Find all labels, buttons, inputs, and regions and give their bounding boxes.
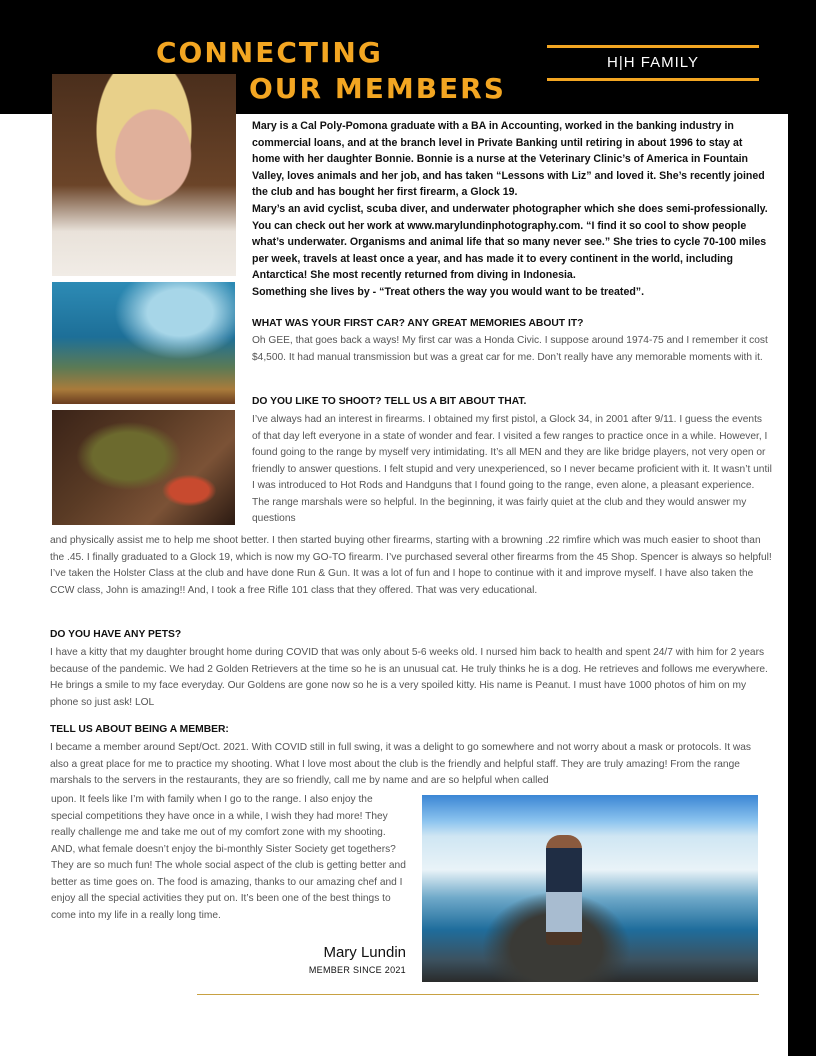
right-edge-band xyxy=(788,0,816,1056)
member-intro xyxy=(252,118,772,301)
member-name-signature: Mary Lundin xyxy=(323,944,406,961)
member-figure xyxy=(546,835,582,945)
underwater-eel-photo xyxy=(52,410,235,525)
answer-text: I have a kitty that my daughter brought home during COVID that was only about 5-6 weeks old. I nursed him back to health and spent 24/7 with him for 2 years because of the pandemic. We had 2 Golden Retrievers at the time so he is an unusual cat. He truly thinks he is a dog. He retrieves and follows me everywhere. He brings a smile to my face everyday. Our Goldens are gone now so he is a very spoiled kitty. His name is Peanut. I must have 1000 photos of him on my phone so just ask! LOL xyxy=(50,647,768,708)
section-label: H|H FAMILY xyxy=(607,54,699,71)
page-title-line-2: OUR MEMBERS xyxy=(249,72,506,105)
footer-divider xyxy=(197,994,759,995)
answer-text: I became a member around Sept/Oct. 2021. With COVID still in full swing, it was a delight to go somewhere and not worry about a mask or protocols. It was also a great place for me to practice my shooting. What I love most about the club is the friendly and helpful staff. They are truly amazing! From the range marshals to the servers in the restaurants, they are so friendly, call me by name and are so helpful when called xyxy=(50,742,751,786)
page-title-line-1: CONNECTING xyxy=(156,36,383,69)
member-portrait-photo xyxy=(52,74,236,276)
underwater-reef-photo xyxy=(52,282,235,404)
question-heading: TELL US ABOUT BEING A MEMBER: xyxy=(50,724,229,735)
answer-text-continued: upon. It feels like I’m with family when I go to the range. I also enjoy the special competitions they have once in a while, I wish they had more! They really challenge me and take me out of my comfort zone with my shooting. AND, what female doesn’t enjoy the bi-monthly Sister Society get togethers? They are so much fun! The whole social aspect of the club is getting better and better as time goes on. The food is amazing, thanks to our amazing chef and I enjoy all the special activities they put on. It’s been one of the best things to come into my life in a really long time. xyxy=(51,794,406,921)
member-since: MEMBER SINCE 2021 xyxy=(308,965,406,975)
answer-text: Oh GEE, that goes back a ways! My first car was a Honda Civic. I suppose around 1974-75 and I remember it cost $4,500. It had manual transmission but was a great car for me. Don’t really have any memorable moments with it. xyxy=(252,335,768,363)
intro-paragraph-1: Mary is a Cal Poly-Pomona graduate with a BA in Accounting, worked in the banking industry in commercial loans, and at the branch level in Private Banking until retiring in about 1996 to stay at home with her daughter Bonnie. Bonnie is a nurse at the Veterinary Clinic’s of America in Fountain Valley, loves animals and her job, and has taken “Lessons with Liz” and loved it. She’s recently joined the club and has bought her first firearm, a Glock 19. xyxy=(252,120,765,199)
intro-paragraph-3: Something she lives by - “Treat others the way you would want to be treated”. xyxy=(252,285,645,298)
question-heading: WHAT WAS YOUR FIRST CAR? ANY GREAT MEMORIES ABOUT IT? xyxy=(252,318,584,329)
question-heading: DO YOU HAVE ANY PETS? xyxy=(50,629,182,640)
answer-text: I’ve always had an interest in firearms. I obtained my first pistol, a Glock 34, in 2001 after 9/11. I guess the events of that day left everyone in a state of wonder and fear. I visited a few ranges to practice once in a while. However, I found going to the range by myself very intimidating. It’s all MEN and they are like bridge players, not very open or friendly to answer questions. I felt stupid and very unexperienced, so I never became proficient with it. It wasn’t until I was introduced to Hot Rods and Handguns that I found going to the range, even alone, a pleasant experience. The range marshals were so helpful. In the beginning, it was fairly quiet at the club and they would answer my questions xyxy=(252,414,772,524)
waterfall-photo xyxy=(422,795,758,982)
answer-text-continued: and physically assist me to help me shoot better. I then started buying other firearms, starting with a browning .22 rimfire which was much easier to shoot than the .45. I finally graduated to a Glock 19, which is now my GO-TO firearm. I’ve purchased several other firearms from the 45 Shop. Spencer is always so helpful! I’ve taken the Holster Class at the club and have done Run & Gun. It was a lot of fun and I hope to continue with it and improve myself. I have also taken the CCW class, John is amazing!! And, I took a free Rifle 101 class that they offered. That was very educational. xyxy=(50,535,772,596)
intro-paragraph-2: Mary’s an avid cyclist, scuba diver, and underwater photographer which she does semi-professionally. You can check out her work at www.marylundinphotography.com. “I find it so cool to show people what’s underwater. Organisms and animal life that so many never see.” She tries to cycle 70-100 miles per week, travels at least once a year, and has made it to every continent in the world, including Antarctica! She most recently returned from diving in Indonesia. xyxy=(252,202,768,282)
question-heading: DO YOU LIKE TO SHOOT? TELL US A BIT ABOUT THAT. xyxy=(252,396,527,407)
